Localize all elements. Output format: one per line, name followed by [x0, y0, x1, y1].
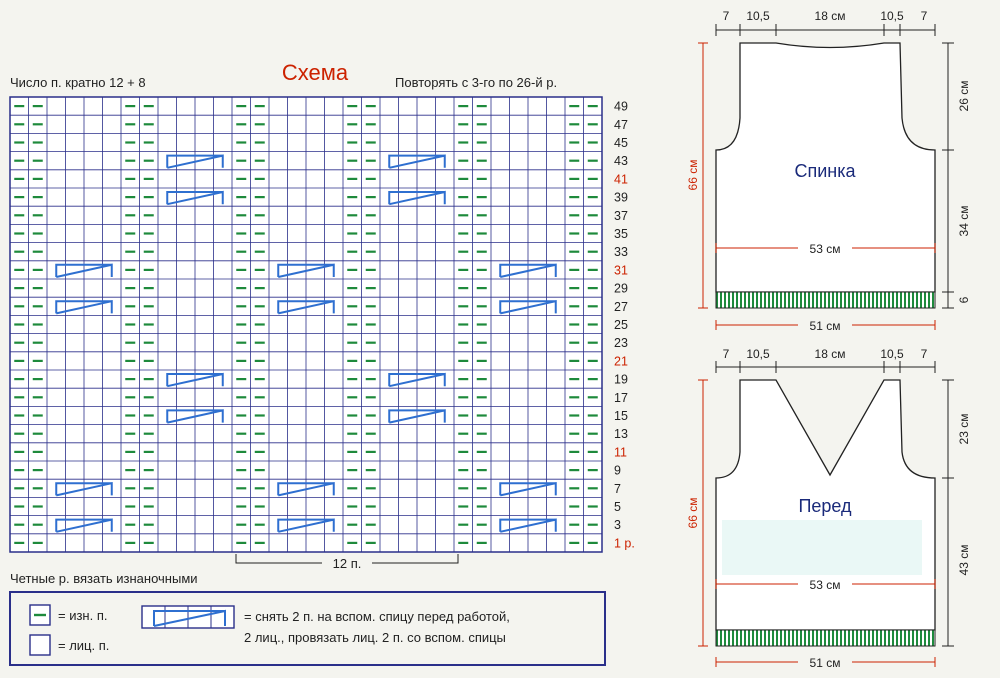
row-number-label: 9: [614, 463, 621, 478]
back-rib-width-dimension: [716, 317, 935, 333]
row-number-label: 25: [614, 318, 628, 332]
cable-label-line-2: 2 лиц., провязать лиц. 2 п. со вспом. спицы: [244, 630, 506, 645]
repeat-width-bracket: [236, 554, 458, 571]
front-dim-shoulder-left: 7: [722, 347, 730, 361]
row-number-label: 29: [614, 281, 628, 296]
front-height-dimension: [686, 380, 708, 646]
back-height-label: 66 см: [686, 159, 700, 191]
front-body-label: 43 см: [957, 544, 971, 576]
row-number-label: 49: [614, 99, 628, 114]
purl-stitch-label: = изн. п.: [58, 608, 108, 623]
row-number-label: 1 р.: [614, 536, 635, 551]
back-rib-width-label: 51 см: [809, 319, 841, 333]
row-number-label: 21: [614, 354, 628, 369]
row-number-label: 33: [614, 245, 628, 260]
front-dim-neckside-left: 10,5: [746, 347, 770, 361]
row-number-label: 3: [614, 518, 621, 533]
back-label: Спинка: [794, 161, 856, 181]
row-number-label: 27: [614, 299, 628, 314]
repeat-width-label: 12 п.: [332, 556, 362, 571]
back-rib-label: 6: [957, 296, 971, 304]
legend-frame: [10, 592, 605, 665]
row-number-label: 35: [614, 227, 628, 241]
row-number-label: 37: [614, 208, 628, 223]
back-height-dimension: [686, 43, 708, 308]
front-rib-width-dimension: [716, 654, 935, 670]
row-number-column: [614, 100, 635, 551]
back-dim-shoulder-left: 7: [722, 9, 730, 23]
even-rows-note: Четные р. вязать изнаночными: [10, 571, 198, 586]
row-number-label: 45: [614, 136, 628, 150]
row-number-label: 13: [614, 427, 628, 442]
front-label: Перед: [798, 496, 852, 516]
cable-label-line-1: = снять 2 п. на вспом. спицу перед работой,: [244, 609, 510, 624]
row-number-label: 23: [614, 336, 628, 351]
front-dim-neck: 18 см: [814, 347, 846, 361]
repeat-rows-note: Повторять с 3-го по 26-й р.: [395, 75, 558, 90]
legend: [10, 592, 605, 665]
back-top-dimensions: [716, 9, 935, 36]
back-armhole-label: 26 см: [957, 80, 971, 112]
row-number-label: 43: [614, 154, 628, 169]
row-number-label: 11: [614, 445, 627, 460]
back-dim-neckside-left: 10,5: [746, 9, 770, 23]
row-number-label: 47: [614, 117, 628, 132]
row-number-label: 7: [614, 481, 621, 496]
knit-symbol: [30, 635, 50, 655]
stitch-chart: [10, 60, 635, 586]
front-armhole-label: 23 см: [957, 413, 971, 445]
back-dim-neck: 18 см: [814, 9, 846, 23]
back-dim-shoulder-right: 7: [920, 9, 928, 23]
back-dim-neckside-right: 10,5: [880, 9, 904, 23]
back-width-label: 53 см: [809, 242, 841, 256]
back-right-dimensions: [942, 43, 971, 308]
row-number-label: 19: [614, 372, 628, 387]
front-ribbing: [716, 630, 935, 646]
front-rib-width-label: 51 см: [809, 656, 841, 670]
row-number-label: 15: [614, 409, 628, 423]
row-number-label: 5: [614, 500, 621, 514]
front-dim-shoulder-right: 7: [920, 347, 928, 361]
row-number-label: 41: [614, 172, 628, 187]
row-number-label: 31: [614, 263, 628, 278]
back-ribbing: [716, 292, 935, 308]
front-blank-patch: [722, 520, 922, 575]
purl-symbol: [30, 605, 50, 625]
front-schematic: [686, 347, 971, 670]
front-height-label: 66 см: [686, 497, 700, 529]
front-dim-neckside-right: 10,5: [880, 347, 904, 361]
front-right-dimensions: [942, 380, 971, 646]
chart-title: Схема: [281, 60, 349, 85]
knit-stitch-label: = лиц. п.: [58, 638, 110, 653]
row-number-label: 17: [614, 390, 628, 405]
cable-symbol: [142, 606, 234, 628]
front-top-dimensions: [716, 347, 935, 373]
back-schematic: [686, 9, 971, 333]
back-body-label: 34 см: [957, 205, 971, 237]
stitch-multiple-note: Число п. кратно 12 + 8: [10, 75, 146, 90]
row-number-label: 39: [614, 190, 628, 205]
front-width-label: 53 см: [809, 578, 841, 592]
